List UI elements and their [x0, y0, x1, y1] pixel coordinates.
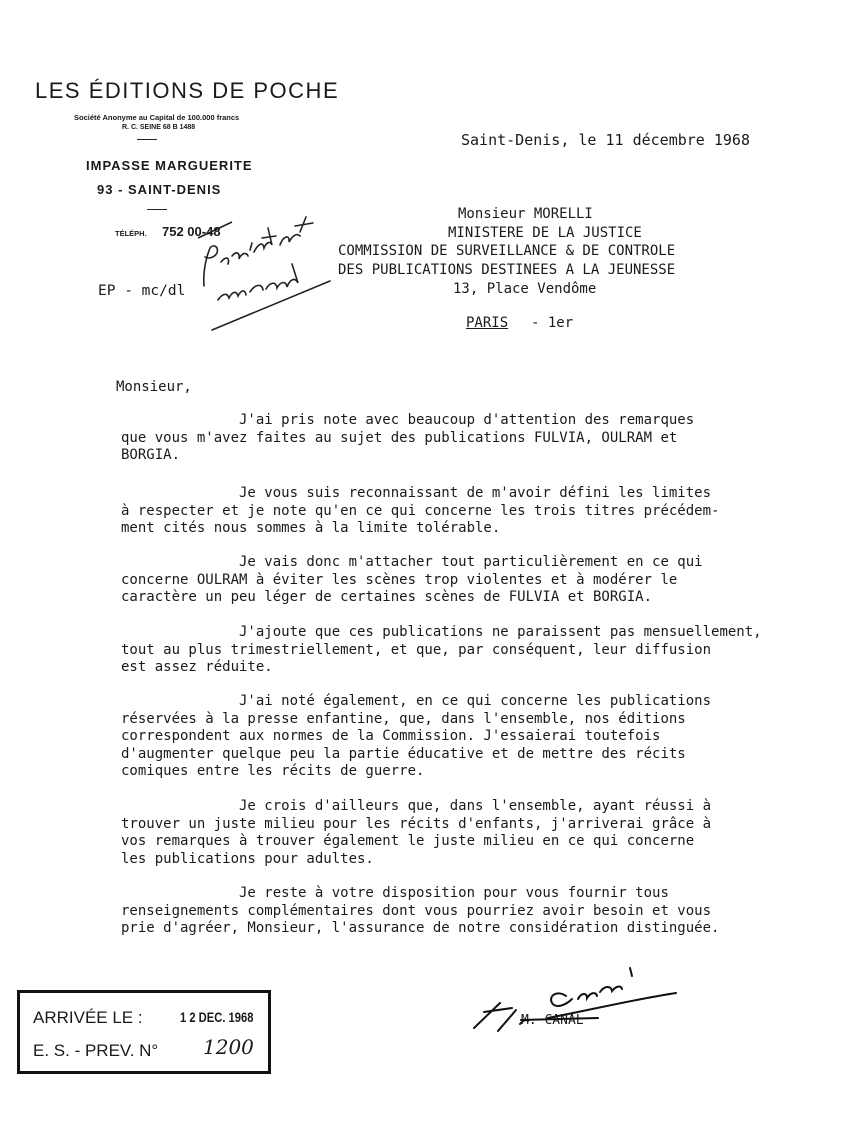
- company-legal-line: Société Anonyme au Capital de 100.000 francs: [74, 113, 240, 122]
- company-street: IMPASSE MARGUERITE: [86, 158, 253, 173]
- reference-code: EP - mc/dl: [98, 283, 186, 299]
- recipient-city: PARIS: [466, 315, 509, 331]
- recipient-district: - 1er: [531, 315, 574, 331]
- recipient-commission: COMMISSION DE SURVEILLANCE & DE CONTROLE: [338, 243, 676, 259]
- company-name: LES ÉDITIONS DE POCHE: [35, 78, 340, 103]
- stamp-arrival-label: ARRIVÉE LE :: [33, 1008, 143, 1027]
- body-paragraph: J'ai noté également, en ce qui concerne les publications réservées à la presse enfantine, que, dans l'ensemble, nos éditions correspondent aux normes de la Commission. J'essaierai toutefois d'augmenter quelque peu la partie éducative et de mettre des récits comiques entre les récits de guerre.: [121, 693, 712, 779]
- handwritten-signature: [474, 968, 676, 1031]
- body-paragraph: J'ajoute que ces publications ne paraissent pas mensuellement, tout au plus trimestriellement, et que, par conséquent, leur diffusion est assez réduite.: [121, 624, 762, 675]
- body-paragraph: Je crois d'ailleurs que, dans l'ensemble, ayant réussi à trouver un juste milieu pour les récits d'enfants, j'arriverai grâce à vos remarques à trouver également le juste milieu en ce qui concerne les publications pour adultes.: [121, 798, 712, 867]
- letter-date: Saint-Denis, le 11 décembre 1968: [461, 131, 750, 149]
- recipient-commission-2: DES PUBLICATIONS DESTINEES A LA JEUNESSE: [338, 262, 676, 278]
- recipient-street: 13, Place Vendôme: [453, 281, 597, 297]
- phone-number: 752 00-48: [162, 224, 221, 239]
- phone-strike-mark: [198, 222, 232, 238]
- salutation: Monsieur,: [116, 379, 192, 395]
- body-paragraph: Je vous suis reconnaissant de m'avoir défini les limites à respecter et je note qu'en ce qui concerne les trois titres précédem- ment cités nous sommes à la limite tolérable.: [121, 485, 720, 536]
- body-paragraph: J'ai pris note avec beaucoup d'attention des remarques que vous m'avez faites au sujet des publications FULVIA, OULRAM et BORGIA.: [121, 412, 695, 463]
- signatory-name: M. CANAL: [521, 1013, 584, 1028]
- company-rc-line: R. C. SEINE 68 B 1488: [122, 124, 196, 131]
- company-city: 93 - SAINT-DENIS: [97, 182, 222, 197]
- phone-label: TÉLÉPH.: [115, 229, 147, 238]
- arrival-stamp: [17, 990, 271, 1074]
- recipient-ministry: MINISTERE DE LA JUSTICE: [448, 225, 642, 241]
- body-paragraph: Je reste à votre disposition pour vous fournir tous renseignements complémentaires dont vous pourriez avoir besoin et vous prie d'agréer, Monsieur, l'assurance de notre considération distinguée.: [121, 885, 720, 936]
- recipient-name: Monsieur MORELLI: [458, 206, 593, 222]
- stamp-prev-number: 1200: [203, 1035, 254, 1059]
- body-paragraph: Je vais donc m'attacher tout particulièrement en ce qui concerne OULRAM à éviter les scènes trop violentes et à modérer le caractère un peu léger de certaines scènes de FULVIA et BORGIA.: [121, 554, 703, 605]
- stamp-arrival-date: 1 2 DEC. 1968: [180, 1009, 254, 1025]
- stamp-prev-label: E. S. - PREV. N°: [33, 1041, 159, 1060]
- handwritten-annotation: [204, 217, 330, 330]
